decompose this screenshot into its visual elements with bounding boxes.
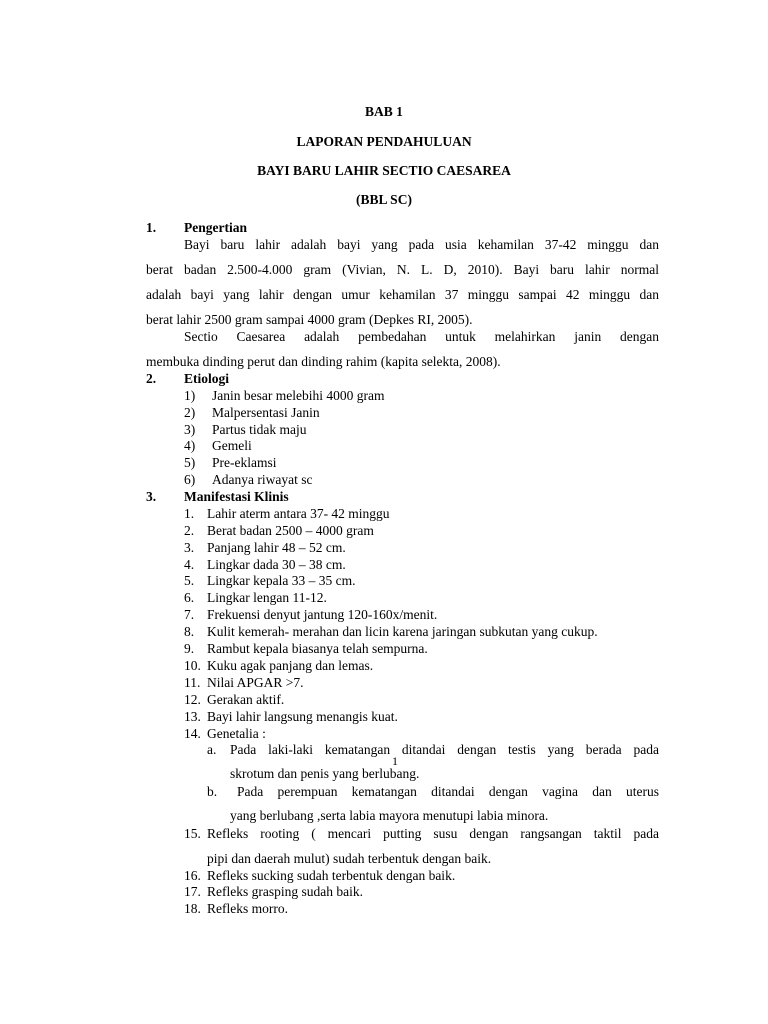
list-item: Janin besar melebihi 4000 gram <box>212 388 385 403</box>
list-item: Refleks rooting ( mencari putting susu dengan rangsangan taktil pada <box>207 826 659 841</box>
list-item-number: 10. <box>184 658 201 673</box>
sub-item-letter: a. <box>207 742 217 757</box>
list-item-number: 6) <box>184 472 196 487</box>
list-item-number: 3. <box>184 540 195 555</box>
list-item: Nilai APGAR >7. <box>207 675 304 690</box>
list-item: Berat badan 2500 – 4000 gram <box>207 523 374 538</box>
list-item: Genetalia : <box>207 726 266 741</box>
list-item-number: 11. <box>184 675 201 690</box>
section-3-number: 3. <box>146 489 157 504</box>
list-item: Adanya riwayat sc <box>212 472 313 487</box>
list-item-number: 14. <box>184 726 201 741</box>
definition-line-3: adalah bayi yang lahir dengan umur kehamilan 37 minggu sampai 42 minggu dan <box>146 287 659 302</box>
list-item-number: 4. <box>184 557 195 572</box>
report-title: LAPORAN PENDAHULUAN <box>296 134 472 149</box>
list-item-number: 16. <box>184 868 201 883</box>
page-number: 1 <box>392 754 398 768</box>
definition-line-4: berat lahir 2500 gram sampai 4000 gram (Depkes RI, 2005). <box>146 312 473 327</box>
list-item: Gemeli <box>212 438 252 453</box>
list-item: Bayi lahir langsung menangis kuat. <box>207 709 398 724</box>
list-item: Pre-eklamsi <box>212 455 277 470</box>
document-abbreviation: (BBL SC) <box>356 192 412 207</box>
list-item: Kuku agak panjang dan lemas. <box>207 658 374 673</box>
sub-item-text: skrotum dan penis yang berlubang. <box>230 766 420 781</box>
list-item-number: 3) <box>184 422 196 437</box>
sub-item-text: yang berlubang ,serta labia mayora menutupi labia minora. <box>230 808 549 823</box>
section-2-title: Etiologi <box>184 371 230 386</box>
definition-line-1: Bayi baru lahir adalah bayi yang pada usia kehamilan 37-42 minggu dan <box>184 237 659 252</box>
list-item: Refleks morro. <box>207 901 288 916</box>
list-item: Lingkar dada 30 – 38 cm. <box>207 557 346 572</box>
list-item: Malpersentasi Janin <box>212 405 320 420</box>
list-item-number: 5. <box>184 573 195 588</box>
definition-line-2: berat badan 2.500-4.000 gram (Vivian, N. L. D, 2010). Bayi baru lahir normal <box>146 262 659 277</box>
chapter-label: BAB 1 <box>365 104 403 119</box>
list-item: Lingkar kepala 33 – 35 cm. <box>207 573 356 588</box>
list-item: Lahir aterm antara 37- 42 minggu <box>207 506 390 521</box>
list-item: Rambut kepala biasanya telah sempurna. <box>207 641 428 656</box>
list-item-number: 6. <box>184 590 195 605</box>
list-item-number: 18. <box>184 901 201 916</box>
sub-item-letter: b. <box>207 784 218 799</box>
list-item-number: 2. <box>184 523 195 538</box>
list-item-continuation: pipi dan daerah mulut) sudah terbentuk dengan baik. <box>207 851 492 866</box>
list-item: Partus tidak maju <box>212 422 307 437</box>
list-item: Refleks sucking sudah terbentuk dengan baik. <box>207 868 456 883</box>
list-item: Frekuensi denyut jantung 120-160x/menit. <box>207 607 438 622</box>
definition-line-5: Sectio Caesarea adalah pembedahan untuk melahirkan janin dengan <box>184 329 659 344</box>
list-item-number: 4) <box>184 438 196 453</box>
list-item-number: 15. <box>184 826 201 841</box>
section-2-number: 2. <box>146 371 157 386</box>
definition-line-6: membuka dinding perut dan dinding rahim (kapita selekta, 2008). <box>146 354 501 369</box>
list-item: Lingkar lengan 11-12. <box>207 590 327 605</box>
document-title: BAYI BARU LAHIR SECTIO CAESAREA <box>257 163 511 178</box>
list-item-number: 2) <box>184 405 196 420</box>
list-item-number: 5) <box>184 455 196 470</box>
list-item-number: 7. <box>184 607 195 622</box>
section-1-title: Pengertian <box>184 220 247 235</box>
section-3-title: Manifestasi Klinis <box>184 489 289 504</box>
list-item-number: 13. <box>184 709 201 724</box>
list-item-number: 8. <box>184 624 195 639</box>
list-item-number: 1. <box>184 506 195 521</box>
list-item-number: 17. <box>184 884 201 899</box>
list-item: Kulit kemerah- merahan dan licin karena jaringan subkutan yang cukup. <box>207 624 598 639</box>
sub-item-text: Pada laki-laki kematangan ditandai dengan testis yang berada pada <box>230 742 659 757</box>
list-item-number: 1) <box>184 388 196 403</box>
section-1-number: 1. <box>146 220 157 235</box>
list-item: Gerakan aktif. <box>207 692 285 707</box>
list-item-number: 12. <box>184 692 201 707</box>
list-item-number: 9. <box>184 641 195 656</box>
list-item: Panjang lahir 48 – 52 cm. <box>207 540 346 555</box>
list-item: Refleks grasping sudah baik. <box>207 884 363 899</box>
sub-item-text: Pada perempuan kematangan ditandai dengan vagina dan uterus <box>237 784 659 799</box>
